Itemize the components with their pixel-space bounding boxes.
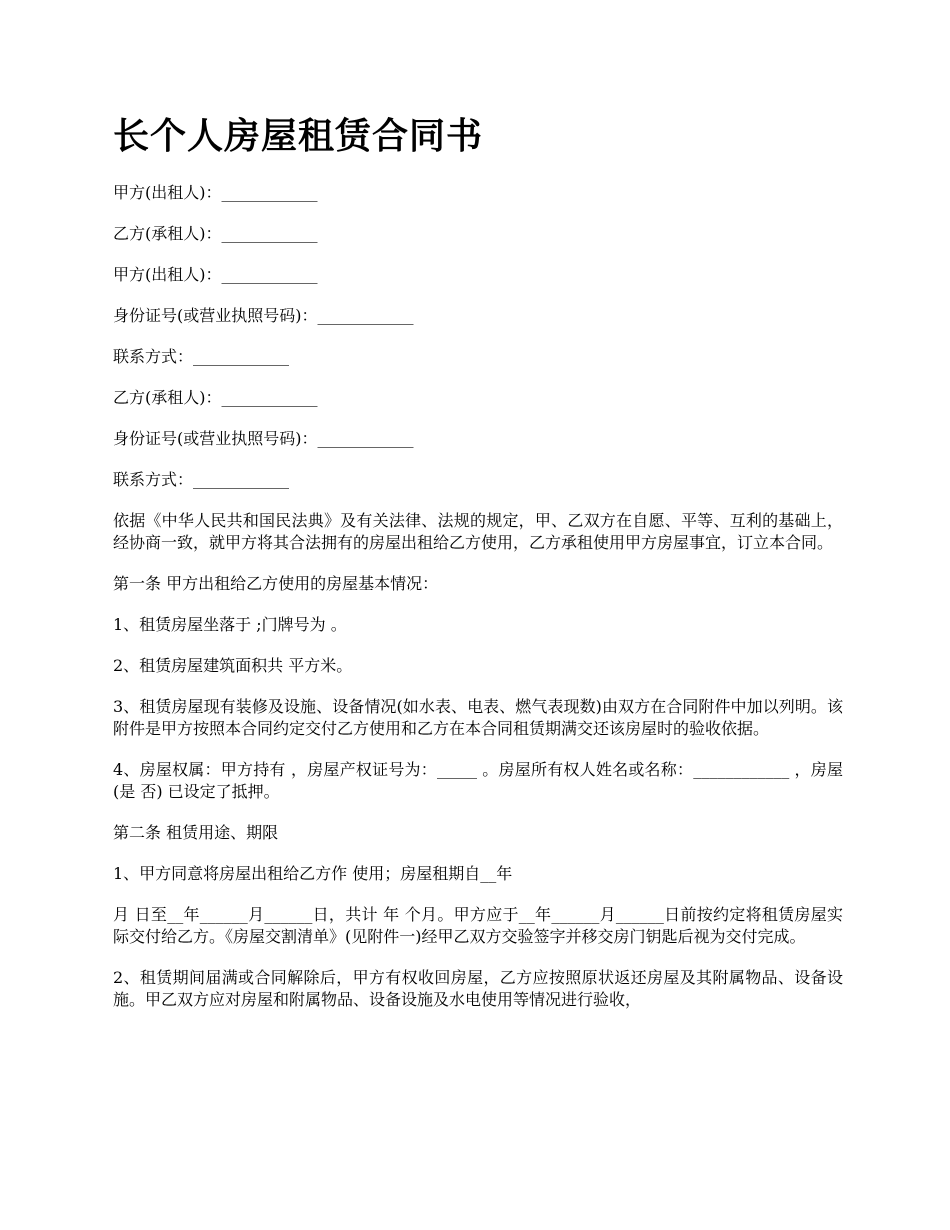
article-2-heading: 第二条 租赁用途、期限	[113, 823, 279, 842]
party-a-lessor-line: 甲方(出租人)：____________	[113, 183, 318, 202]
party-b-contact-line: 联系方式：____________	[113, 470, 290, 489]
document-title: 长个人房屋租赁合同书	[113, 115, 484, 157]
party-a-id-number-line: 身份证号(或营业执照号码)：____________	[113, 306, 414, 325]
party-b-id-number-line: 身份证号(或营业执照号码)：____________	[113, 429, 414, 448]
article-1-heading: 第一条 甲方出租给乙方使用的房屋基本情况：	[113, 574, 439, 593]
article-1-clause-3: 3、租赁房屋现有装修及设施、设备情况(如水表、电表、燃气表现数)由双方在合同附件中加以列明。该附件是甲方按照本合同约定交付乙方使用和乙方在本合同租赁期满交还该房屋时的验收依据。	[113, 697, 843, 738]
article-2-clause-1-continued: 月 日至__年______月______日，共计 年 个月。甲方应于__年______月______日前按约定将租赁房屋实际交付给乙方。《房屋交割清单》(见附件一)经甲乙双方交验签字并移交房门钥匙后视为交付完成。	[113, 905, 843, 946]
article-2-clause-2: 2、租赁期间届满或合同解除后，甲方有权收回房屋，乙方应按照原状返还房屋及其附属物品、设备设施。甲乙双方应对房屋和附属物品、设备设施及水电使用等情况进行验收，	[113, 968, 843, 1009]
article-1-clause-4: 4、房屋权属：甲方持有 ，房屋产权证号为：_____ 。房屋所有权人姓名或名称：____________ ，房屋 (是 否) 已设定了抵押。	[113, 760, 843, 801]
party-a-lessor-detail-line: 甲方(出租人)：____________	[113, 265, 318, 284]
article-2-clause-1: 1、甲方同意将房屋出租给乙方作 使用；房屋租期自__年	[113, 864, 513, 883]
party-a-contact-line: 联系方式：____________	[113, 347, 290, 366]
article-1-clause-1: 1、租赁房屋坐落于 ;门牌号为 。	[113, 615, 347, 634]
party-b-lessee-detail-line: 乙方(承租人)：____________	[113, 388, 318, 407]
article-1-clause-2: 2、租赁房屋建筑面积共 平方米。	[113, 656, 353, 675]
party-b-lessee-line: 乙方(承租人)：____________	[113, 224, 318, 243]
document-page	[113, 112, 843, 1030]
preamble-paragraph: 依据《中华人民共和国民法典》及有关法律、法规的规定，甲、乙双方在自愿、平等、互利的基础上，经协商一致，就甲方将其合法拥有的房屋出租给乙方使用，乙方承租使用甲方房屋事宜，订立本合同。	[113, 511, 843, 552]
